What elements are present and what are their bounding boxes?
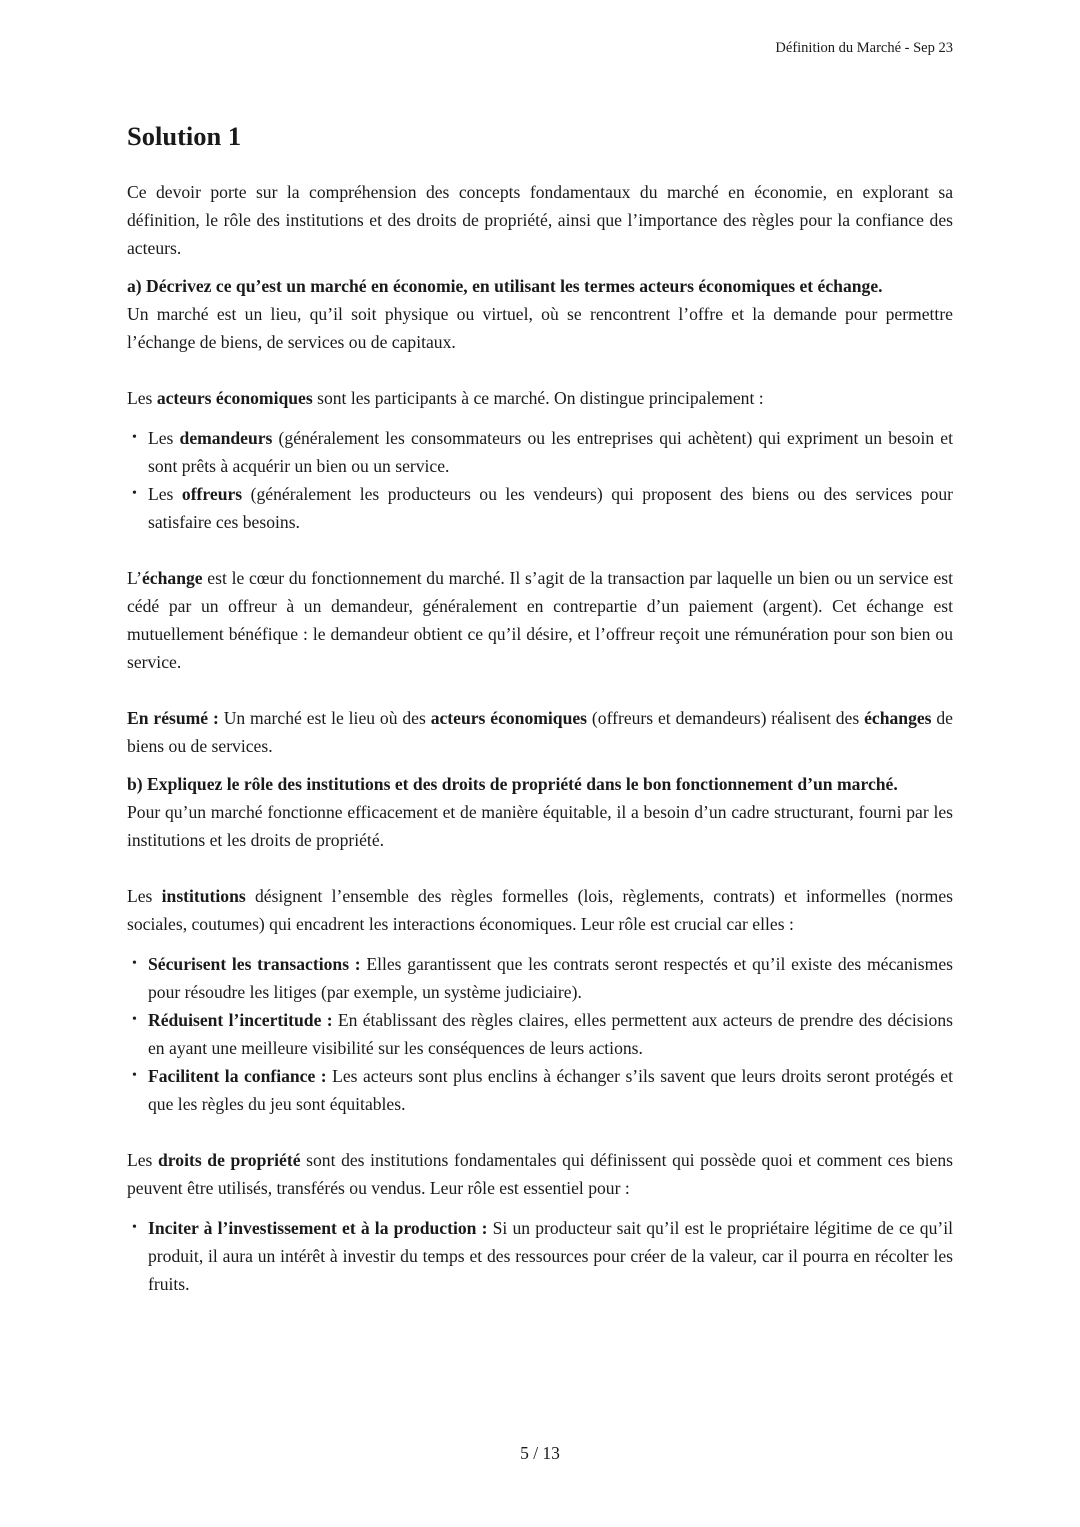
text-run: Pour qu’un marché fonctionne efficacement et de manière équitable, il a besoin d’un cadre structurant, fourni par les institutions et les droits de propriété. <box>127 802 953 850</box>
bullet-item <box>148 1062 953 1118</box>
bullet-list <box>127 424 953 536</box>
paragraph <box>127 882 953 938</box>
paragraph <box>127 1146 953 1202</box>
page-footer <box>0 1439 1080 1467</box>
bold-text: acteurs économiques <box>156 388 313 408</box>
running-header-text: Définition du Marché - Sep 23 <box>775 40 953 56</box>
bold-text: b) Expliquez le rôle des institutions et des droits de propriété dans le bon fonctionnement d’un marché. <box>127 774 898 794</box>
bullet-list <box>127 1214 953 1298</box>
bold-text: demandeurs <box>179 428 273 448</box>
text-run: Elles garantissent que les contrats seront respectés et qu’il existe des mécanismes pour résoudre les litiges (par exemple, un système judiciaire). <box>148 954 953 1002</box>
paragraph <box>127 704 953 760</box>
section-heading <box>127 770 953 798</box>
text-run: de biens ou de services. <box>127 708 953 756</box>
bullet-item <box>148 1006 953 1062</box>
paragraph <box>127 564 953 676</box>
paragraph <box>127 384 953 412</box>
text-run: (généralement les consommateurs ou les entreprises qui achètent) qui expriment un besoin et sont prêts à acquérir un bien ou un service. <box>148 428 953 476</box>
bold-text: En résumé : <box>127 708 219 728</box>
text-run: désignent l’ensemble des règles formelles (lois, règlements, contrats) et informelles (normes sociales, coutumes) qui encadrent les interactions économiques. Leur rôle est crucial car elles : <box>127 886 953 934</box>
document-content <box>127 178 953 1298</box>
bold-text: Réduisent l’incertitude : <box>148 1010 333 1030</box>
bullet-list <box>127 950 953 1118</box>
bullet-item <box>148 480 953 536</box>
text-run: (généralement les producteurs ou les vendeurs) qui proposent des biens ou des services pour satisfaire ces besoins. <box>148 484 953 532</box>
text-run: sont des institutions fondamentales qui définissent qui possède quoi et comment ces biens peuvent être utilisés, transférés ou vendus. Leur rôle est essentiel pour : <box>127 1150 953 1198</box>
bold-text: Facilitent la confiance : <box>148 1066 327 1086</box>
bullet-item <box>148 1214 953 1298</box>
text-run: Les acteurs sont plus enclins à échanger s’ils savent que leurs droits seront protégés et que les règles du jeu sont équitables. <box>148 1066 954 1114</box>
bullet-item <box>148 950 953 1006</box>
text-run: Les <box>127 1150 159 1170</box>
text-run: Ce devoir porte sur la compréhension des concepts fondamentaux du marché en économie, en explorant sa définition, le rôle des institutions et des droits de propriété, ainsi que l’importance des règles pour la confiance des acteurs. <box>127 182 953 258</box>
text-run: (offreurs et demandeurs) réalisent des <box>587 708 865 728</box>
document-body <box>127 122 953 1298</box>
text-run: Si un producteur sait qu’il est le propriétaire légitime de ce qu’il produit, il aura un intérêt à investir du temps et des ressources pour créer de la valeur, car il pourra en récolter les fruits. <box>148 1218 953 1294</box>
text-run: sont les participants à ce marché. On distingue principalement : <box>312 388 764 408</box>
text-run: Un marché est un lieu, qu’il soit physique ou virtuel, où se rencontrent l’offre et la demande pour permettre l’échange de biens, de services ou de capitaux. <box>127 304 953 352</box>
bold-text: institutions <box>161 886 246 906</box>
bold-text: offreurs <box>181 484 243 504</box>
page-title: Solution 1 <box>127 121 242 151</box>
bold-text: droits de propriété <box>158 1150 301 1170</box>
bullet-item <box>148 424 953 480</box>
section-heading <box>127 272 953 300</box>
paragraph <box>127 798 953 854</box>
paragraph <box>127 300 953 356</box>
text-run: Les <box>127 388 157 408</box>
text-run: Les <box>148 428 180 448</box>
text-run: Les <box>127 886 162 906</box>
bold-text: acteurs économiques <box>430 708 588 728</box>
bold-text: a) Décrivez ce qu’est un marché en économie, en utilisant les termes acteurs économiques et échange. <box>127 276 883 296</box>
bold-text: échange <box>142 568 203 588</box>
text-run: est le cœur du fonctionnement du marché. Il s’agit de la transaction par laquelle un bien ou un service est cédé par un offreur à un demandeur, généralement en contrepartie d’un paiement (argent). Cet échange est mutuellement bénéfique : le demandeur obtient ce qu’il désire, et l’offreur reçoit une rémunération pour son bien ou service. <box>127 568 953 672</box>
text-run: Un marché est le lieu où des <box>218 708 431 728</box>
page-header <box>0 0 1080 58</box>
paragraph <box>127 178 953 262</box>
bold-text: échanges <box>864 708 932 728</box>
page-number: 5 / 13 <box>520 1443 560 1463</box>
text-run: En établissant des règles claires, elles permettent aux acteurs de prendre des décisions en ayant une meilleure visibilité sur les conséquences de leurs actions. <box>148 1010 953 1058</box>
text-run: Les <box>148 484 182 504</box>
bold-text: Inciter à l’investissement et à la production : <box>148 1218 488 1238</box>
bold-text: Sécurisent les transactions : <box>148 954 361 974</box>
text-run: L’ <box>127 568 142 588</box>
